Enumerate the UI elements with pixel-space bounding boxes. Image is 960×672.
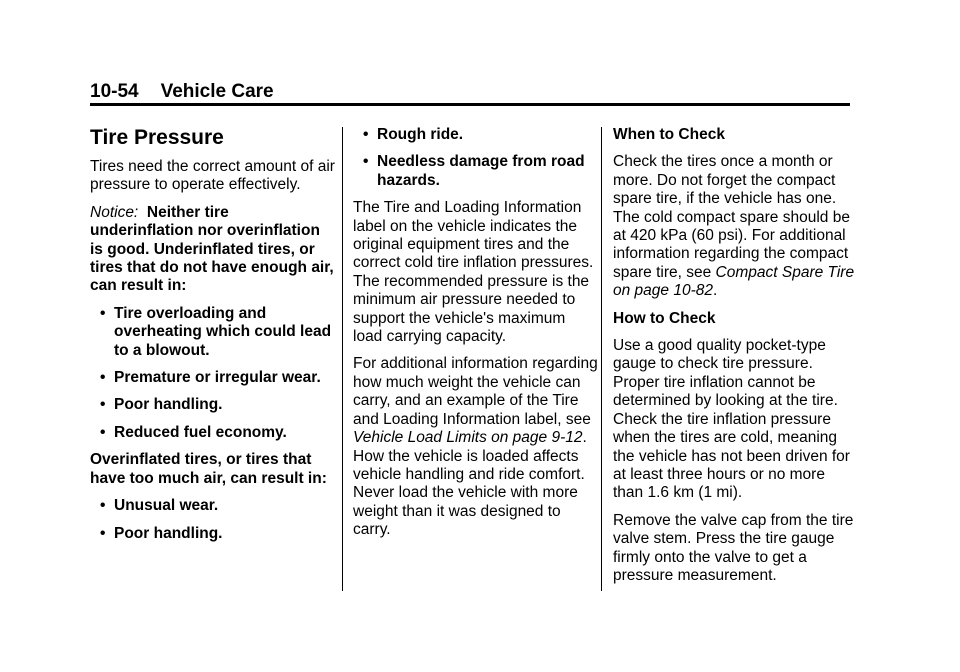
page-number: 10-54 (90, 81, 139, 102)
page-header (90, 81, 274, 103)
list-item: • Needless damage from road hazards. (363, 153, 585, 189)
bullet-icon: • (100, 369, 106, 387)
compact-spare-link[interactable]: Compact Spare Tire on page 10-82 (613, 263, 855, 300)
how-to-check-heading: How to Check (613, 309, 716, 327)
notice-text: Neither tire underinflation nor overinflation is good. Underinflated tires, or tires that do not have enough air, can result in: (90, 203, 334, 295)
section-heading: Tire Pressure (90, 126, 224, 149)
section-title: Vehicle Care (160, 81, 274, 102)
valve-paragraph: Remove the valve cap from the tire valve stem. Press the tire gauge firmly onto the valve to get a pressure measurement. (613, 511, 854, 584)
column-1 (90, 126, 335, 552)
bullet-icon: • (100, 396, 106, 414)
column-divider-2 (601, 127, 602, 591)
notice-label: Notice: (90, 203, 139, 221)
when-to-check-heading: When to Check (613, 126, 725, 143)
header-rule (90, 103, 850, 106)
notice-paragraph (90, 204, 335, 296)
list-item: • Tire overloading and overheating which could lead to a blowout. (100, 304, 332, 359)
column-divider-1 (342, 127, 343, 591)
underinflation-list (90, 305, 335, 442)
overinflation-list (90, 497, 335, 543)
bullet-icon: • (363, 153, 369, 171)
bullet-icon: • (100, 423, 106, 441)
label-paragraph: The Tire and Loading Information label on the vehicle indicates the original equipment tires and the correct cold tire inflation pressures. The recommended pressure is the minimum air pressure needed to support the vehicle's maximum load carrying capacity. (353, 199, 594, 346)
bullet-icon: • (100, 524, 106, 542)
bullet-icon: • (100, 304, 106, 322)
list-item: • Premature or irregular wear. (100, 369, 321, 387)
vehicle-load-limits-link[interactable]: Vehicle Load Limits on page 9-12 (353, 429, 583, 447)
when-to-check-paragraph: Check the tires once a month or more. Do not forget the compact spare tire, if the vehicle has one. The cold compact spare should be at 420 kPa (60 psi). For additional information regarding the compact spare tire, see Compact Spare Tire on page 10-82. (613, 153, 855, 300)
list-item: • Poor handling. (100, 524, 223, 542)
load-paragraph: For additional information regarding how much weight the vehicle can carry, and an example of the Tire and Loading Information label, see Vehicle Load Limits on page 9-12. How the vehicle is loaded affects vehicle handling and ride comfort. Never load the vehicle with more weight than it was designed to carry. (353, 355, 598, 539)
overinflation-paragraph: Overinflated tires, or tires that have too much air, can result in: (90, 451, 327, 487)
list-item: • Rough ride. (363, 126, 464, 143)
bullet-icon: • (363, 126, 369, 143)
column-3 (613, 126, 858, 594)
column-2 (353, 126, 598, 549)
list-item: • Reduced fuel economy. (100, 423, 287, 441)
list-item: • Poor handling. (100, 396, 223, 414)
intro-paragraph: Tires need the correct amount of air pressure to operate effectively. (90, 158, 335, 194)
how-to-check-paragraph: Use a good quality pocket-type gauge to check tire pressure. Proper tire inflation cannot be determined by looking at the tire. Check the tire inflation pressure when the tires are cold, meaning the vehicle has not been driven for at least three hours or no more than 1.6 km (1 mi). (613, 337, 850, 502)
list-item: • Unusual wear. (100, 497, 219, 515)
bullet-icon: • (100, 497, 106, 515)
overinflation-list-continued (353, 126, 598, 190)
